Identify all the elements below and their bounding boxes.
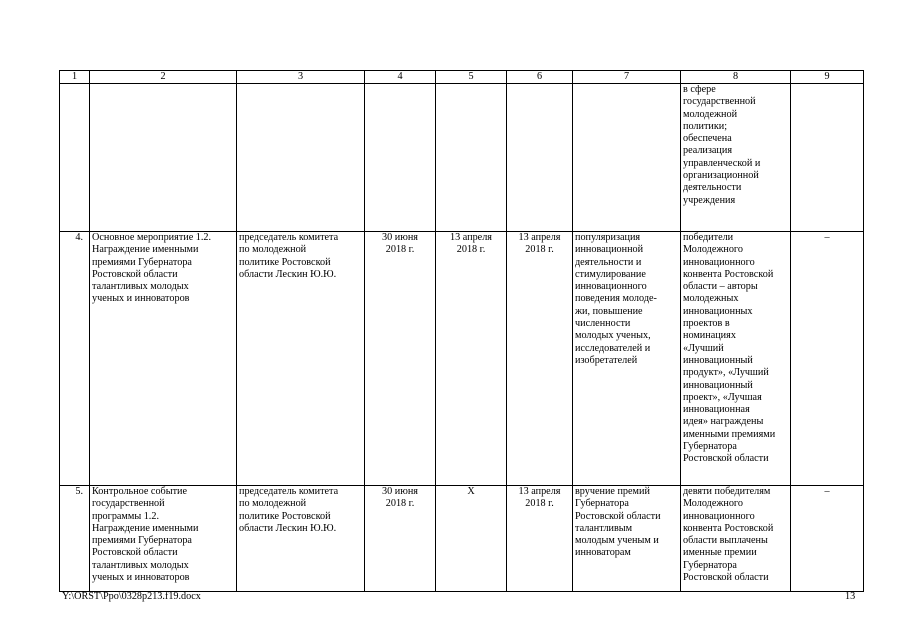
table-row — [60, 232, 864, 486]
actual-result-cell: в сфере государственной молодежной политики; обеспечена реализация управленческой и организационной деятельности учреждения — [681, 84, 791, 232]
end-date-cell: 13 апреля 2018 г. — [507, 232, 573, 486]
start-date-cell — [436, 84, 507, 232]
planned-result-cell: популяризация инновационной деятельности и стимулирование инновационного поведения молоде- жи, повышение численности молодых ученых, исследователей и изобретателей — [573, 232, 681, 486]
planned-result-cell — [573, 84, 681, 232]
schedule-table — [59, 70, 864, 592]
notes-cell: – — [791, 232, 864, 486]
responsible-person-cell: председатель комитета по молодежной политике Ростовской области Лескин Ю.Ю. — [237, 232, 365, 486]
header-cell-2: 2 — [90, 71, 237, 84]
table-header-row — [60, 71, 864, 84]
start-date-cell: Х — [436, 486, 507, 592]
end-date-cell — [507, 84, 573, 232]
header-cell-5: 5 — [436, 71, 507, 84]
header-cell-7: 7 — [573, 71, 681, 84]
header-cell-4: 4 — [365, 71, 436, 84]
row-number-cell — [60, 84, 90, 232]
header-cell-3: 3 — [237, 71, 365, 84]
row-number-cell: 5. — [60, 486, 90, 592]
activity-name-cell: Контрольное событие государственной программы 1.2. Награждение именными премиями Губернатора Ростовской области талантливых молодых ученых и инноваторов — [90, 486, 237, 592]
table-row — [60, 84, 864, 232]
activity-name-cell: Основное мероприятие 1.2. Награждение именными премиями Губернатора Ростовской области талантливых молодых ученых и инноваторов — [90, 232, 237, 486]
header-cell-8: 8 — [681, 71, 791, 84]
responsible-person-cell — [237, 84, 365, 232]
actual-result-cell: победители Молодежного инновационного конвента Ростовской области – авторы молодежных инновационных проектов в номинациях «Лучший инновационный продукт», «Лучший инновационный проект», «Лучшая инновационная идея» награждены именными премиями Губернатора Ростовской области — [681, 232, 791, 486]
table-row — [60, 486, 864, 592]
start-date-cell: 13 апреля 2018 г. — [436, 232, 507, 486]
planned-result-cell: вручение премий Губернатора Ростовской области талантливым молодым ученым и инноваторам — [573, 486, 681, 592]
responsible-person-cell: председатель комитета по молодежной политике Ростовской области Лескин Ю.Ю. — [237, 486, 365, 592]
end-date-cell: 13 апреля 2018 г. — [507, 486, 573, 592]
footer-page-number: 13 — [845, 591, 856, 602]
footer-file-path: Y:\ORST\Ppo\0328p213.f19.docx — [62, 591, 201, 602]
row-number-cell: 4. — [60, 232, 90, 486]
header-cell-1: 1 — [60, 71, 90, 84]
activity-name-cell — [90, 84, 237, 232]
header-cell-9: 9 — [791, 71, 864, 84]
planned-date-cell — [365, 84, 436, 232]
header-cell-6: 6 — [507, 71, 573, 84]
notes-cell: – — [791, 486, 864, 592]
planned-date-cell: 30 июня 2018 г. — [365, 232, 436, 486]
actual-result-cell: девяти победителям Молодежного инновационного конвента Ростовской области выплачены именные премии Губернатора Ростовской области — [681, 486, 791, 592]
notes-cell — [791, 84, 864, 232]
planned-date-cell: 30 июня 2018 г. — [365, 486, 436, 592]
